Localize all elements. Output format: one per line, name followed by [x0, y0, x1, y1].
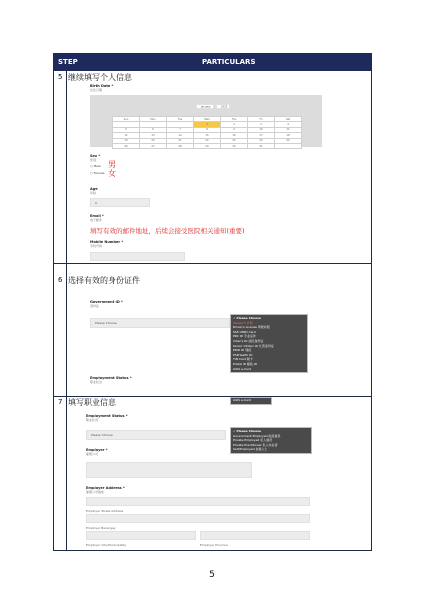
dropdown-option[interactable]: PhilHealth ID: [233, 352, 253, 357]
mobile-label: Mobile Number * 手机号码: [90, 240, 124, 248]
dropdown-option[interactable]: ✓ Please Choose: [233, 429, 261, 433]
male-option[interactable]: Male: [93, 164, 101, 168]
government-id-dropdown[interactable]: [230, 314, 308, 373]
calendar-day[interactable]: 7: [167, 127, 194, 132]
age-label: Age 年龄: [90, 187, 98, 195]
weekday-header: Mon: [140, 117, 167, 122]
calendar-day[interactable]: 19: [113, 138, 140, 143]
calendar-day[interactable]: 21: [167, 138, 194, 143]
province-field[interactable]: [200, 531, 310, 540]
calendar-day[interactable]: 22: [194, 138, 221, 143]
step-number: 5: [58, 73, 63, 81]
calendar-day[interactable]: 28: [167, 143, 194, 148]
steps-table: [53, 53, 372, 551]
sex-annotation: 男 女: [108, 160, 116, 178]
dropdown-option[interactable]: Postal ID 邮政 ID: [233, 361, 258, 366]
calendar-day[interactable]: 10: [248, 127, 275, 132]
dropdown-option[interactable]: Voter's ID 选民身份证: [233, 338, 264, 343]
calendar-day[interactable]: [275, 143, 302, 148]
weekday-header: Sat: [275, 117, 302, 122]
partial-dropdown: GSIS e-Card: [230, 397, 272, 405]
table-header: [54, 54, 371, 71]
calendar-day[interactable]: 15: [194, 133, 221, 138]
calendar-day[interactable]: 6: [140, 127, 167, 132]
employment-status-label: Employment Status * 职业状况: [86, 414, 128, 422]
calendar-day[interactable]: 26: [113, 143, 140, 148]
calendar-day[interactable]: 14: [167, 133, 194, 138]
employment-status-select[interactable]: Please Choose: [86, 430, 226, 440]
weekday-header: Thu: [221, 117, 248, 122]
calendar-day[interactable]: 3: [248, 122, 275, 127]
step-title: 继续填写个人信息: [68, 73, 132, 82]
employment-status-dropdown[interactable]: [230, 427, 312, 454]
birth-date-label: Birth Date * 出生日期: [90, 84, 114, 92]
calendar-day[interactable]: 30: [221, 143, 248, 148]
radio-icon[interactable]: ○: [90, 171, 93, 175]
calendar-day[interactable]: 1: [194, 122, 221, 127]
weekday-header: Tue: [167, 117, 194, 122]
employer-address-label: Employer Address * 雇佣公司地址: [86, 486, 125, 494]
street-field[interactable]: [86, 514, 310, 523]
dropdown-option[interactable]: Private Employed 私人雇员: [233, 438, 273, 443]
province-hint: Employer Province: [200, 543, 228, 547]
age-field[interactable]: 0: [90, 198, 150, 207]
header-particulars: PARTICULARS: [202, 58, 256, 66]
calendar-grid[interactable]: [112, 116, 302, 149]
dropdown-option[interactable]: Driver's License 驾驶执照: [233, 325, 270, 330]
barangay-hint: Employer Barangay: [86, 526, 116, 530]
government-id-select[interactable]: Please Choose: [90, 318, 230, 328]
sex-label: Sex * 性别: [90, 154, 101, 162]
female-option[interactable]: Female: [93, 171, 105, 175]
dropdown-option[interactable]: Self-Employed 自雇人士: [233, 447, 268, 452]
month-select[interactable]: January: [196, 104, 214, 109]
calendar-day[interactable]: 18: [275, 133, 302, 138]
calendar-day[interactable]: 8: [194, 127, 221, 132]
header-step: STEP: [58, 58, 78, 66]
city-hint: Employer City/Municipality: [86, 543, 127, 547]
city-field[interactable]: [86, 531, 196, 540]
dropdown-option[interactable]: GSIS e-Card: [233, 366, 251, 371]
email-label: Email * 电子邮件: [90, 214, 104, 222]
calendar-day[interactable]: 23: [221, 138, 248, 143]
calendar-day[interactable]: 5: [113, 127, 140, 132]
step-title: 填写职业信息: [68, 398, 116, 407]
sex-radio-group[interactable]: [90, 164, 104, 175]
email-note: 填写有效的邮件地址，后续会接受医院相关通知(重要): [90, 227, 245, 235]
step-number: 6: [58, 276, 63, 284]
step-number: 7: [58, 398, 63, 406]
weekday-header: Fri: [248, 117, 275, 122]
mobile-field[interactable]: [90, 252, 185, 261]
dropdown-option[interactable]: PRC ID 专业证件: [233, 334, 256, 339]
street-hint: Employer Street Address: [86, 509, 124, 513]
dropdown-option[interactable]: Passport 护照: [233, 320, 253, 325]
calendar-day[interactable]: 31: [248, 143, 275, 148]
calendar-day[interactable]: 27: [140, 143, 167, 148]
employer-field[interactable]: [86, 462, 252, 478]
calendar-day[interactable]: 9: [221, 127, 248, 132]
employment-status-label: Employment Status * 职业状态: [90, 376, 132, 384]
calendar-widget: [90, 95, 322, 147]
calendar-day[interactable]: 12: [113, 133, 140, 138]
calendar-day[interactable]: 29: [194, 143, 221, 148]
employer-label: Employer * 雇佣公司: [86, 448, 108, 456]
dropdown-option[interactable]: Government Employed 政府雇员: [233, 433, 281, 438]
calendar-day[interactable]: 13: [140, 133, 167, 138]
dropdown-option[interactable]: PWD ID 残疾: [233, 348, 252, 353]
calendar-day[interactable]: 4: [275, 122, 302, 127]
calendar-day[interactable]: 2: [221, 122, 248, 127]
calendar-day[interactable]: 17: [248, 133, 275, 138]
dropdown-option[interactable]: SSS UMID Card: [233, 329, 256, 334]
radio-icon[interactable]: ○: [90, 164, 93, 168]
page-number: 5: [209, 570, 215, 580]
calendar-day[interactable]: 11: [275, 127, 302, 132]
dropdown-option[interactable]: Private Practitioner 私人执业者: [233, 442, 278, 447]
dropdown-option[interactable]: TIN Card 税卡: [233, 357, 253, 362]
dropdown-option[interactable]: Senior Citizen ID 长者身份证: [233, 343, 274, 348]
calendar-day[interactable]: 24: [248, 138, 275, 143]
step-title: 选择有效的身份证件: [68, 276, 140, 285]
calendar-day[interactable]: 20: [140, 138, 167, 143]
calendar-day[interactable]: 25: [275, 138, 302, 143]
calendar-day[interactable]: 16: [221, 133, 248, 138]
column-divider: [66, 71, 67, 551]
weekday-header: Wed: [194, 117, 221, 122]
government-id-label: Government ID * 身份证: [90, 300, 123, 308]
year-select[interactable]: 2025: [216, 104, 230, 109]
row-divider: [54, 263, 371, 264]
weekday-header: Sun: [113, 117, 140, 122]
dropdown-option[interactable]: ✓ Please Choose: [233, 316, 261, 320]
address-field[interactable]: [86, 497, 310, 506]
